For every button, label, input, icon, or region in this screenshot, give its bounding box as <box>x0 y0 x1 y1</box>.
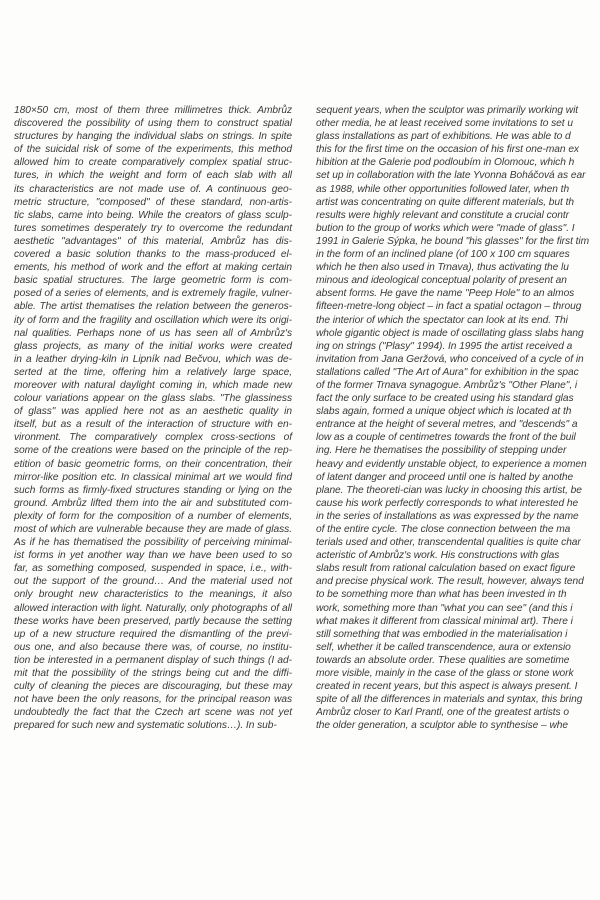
left-column-line: these works have been preserved, partly because the setting <box>14 615 292 627</box>
left-column-line: most of which are vulnerable because they are made of glass. <box>14 524 292 535</box>
left-column-line: undoubtedly the fact that the Czech art scene was not yet <box>14 707 292 719</box>
right-column-line: cause his work perfectly corresponds to what interested he <box>316 497 579 509</box>
left-column-line: its characteristics are not made use of. A continuous geo- <box>14 183 292 195</box>
left-column-line: such forms as firmly-fixed structures standing or lying on the <box>14 484 292 496</box>
right-column-line: slabs result from rational calculation based on exact figure <box>316 563 576 575</box>
left-column-line: tion be interested in a permanent display of such things (I ad- <box>14 654 292 666</box>
left-column-line: structures by hanging the individual slabs on strings. In spite <box>14 131 292 143</box>
left-column-line: culty of cleaning the pieces are discouraging, but these may <box>14 681 292 693</box>
left-column-line: in a leather drying-kiln in Lipník nad Bečvou, which was de- <box>14 353 292 365</box>
left-column-line: tures sometimes desperately try to overcome the redundant <box>14 222 292 234</box>
right-text-column <box>316 104 600 733</box>
right-column-line: minous and ideological conceptual polarity of present an <box>316 275 567 287</box>
right-column-line: terials used and other, transcendental qualities is quite char <box>316 537 581 549</box>
right-column-line: of latent danger and proceed until one is halted by anothe <box>316 471 574 483</box>
left-column-line: mirror-like position etc. In classical minimal art we would find <box>14 471 292 483</box>
left-column-line: aesthetic "advantages" of this material, Ambrůz has dis- <box>14 235 292 247</box>
left-column-line: of the suicidal risk of some of the experiments, this method <box>14 144 292 156</box>
right-column-line: plane. The theoreti-cian was lucky in choosing this artist, be <box>316 484 582 496</box>
left-column-line: tures, in which the weight and form of each slab with all <box>14 170 292 182</box>
right-column-line: Ambrůz closer to Karl Prantl, one of the greatest artists o <box>316 707 569 719</box>
right-column-line: the older generation, a sculptor able to synthesise – whe <box>316 720 568 732</box>
right-column-line: results were highly relevant and constitute a crucial contr <box>316 209 569 221</box>
right-column-line: in the series of installations as was expressed by the name <box>316 510 579 522</box>
left-column-line: some of the creations were based on the principle of the rep- <box>14 445 292 457</box>
left-column-line: prepared for such new and systematic solutions…). In sub- <box>14 720 277 732</box>
left-column-line: glass projects, as many of the initial works were created <box>14 340 292 352</box>
left-column-line: ground. Ambrůz lifted them into the air and substituted com- <box>14 497 292 509</box>
left-column-line: only brought new characteristics to the meanings, it also <box>14 589 292 601</box>
right-column-line: what makes it different from classical minimal art). There i <box>316 615 573 627</box>
left-column-line: metric structure, "composed" of these standard, non-artis- <box>14 196 292 208</box>
right-column-line: still something that was embodied in the materialisation i <box>316 628 568 640</box>
left-column-line: able. The artist thematises the relation between the generos- <box>14 301 292 313</box>
right-column-line: fifteen-metre-long object – in fact a spatial octagon – throug <box>316 301 582 313</box>
left-column-line: ements, his method of work and the effort at making certain <box>14 262 292 274</box>
left-column-line: ous one, and also because there was, of course, no institu- <box>14 641 292 653</box>
right-column-line: as 1988, while other opportunities followed later, when th <box>316 183 570 195</box>
right-column-line: which he then also used in Trnava), thus activating the lu <box>316 262 569 274</box>
left-column-line: up of a new structure required the dismantling of the previ- <box>14 628 292 640</box>
right-column-line: heavy and evidently unstable object, to experience a momen <box>316 458 587 470</box>
right-column-line: of the entire cycle. The close connection between the ma <box>316 524 571 535</box>
right-column-line: created in recent years, but this aspect is always present. I <box>316 681 578 693</box>
right-column-line: spite of all the differences in materials and syntax, this bring <box>316 694 583 706</box>
right-column-line: 1991 in Galerie Sýpka, he bound "his glasses" for the first tim <box>316 235 590 247</box>
right-column-line: set up in collaboration with the late Yvonna Boháčová as ear <box>316 170 586 182</box>
left-column-line: etition of basic geometric forms, on their concentration, their <box>14 458 292 470</box>
right-column-line: low as a couple of centimetres towards the front of the buil <box>316 432 576 444</box>
left-column-line: moreover with natural daylight coming in, which made new <box>14 379 292 391</box>
left-column-line: plexity of form for the composition of a number of elements, <box>14 510 292 522</box>
right-column-line: to be something more than what has been invested in th <box>316 589 567 601</box>
left-column-line: mit that the possibility of the strings being cut and the diffi- <box>14 668 292 680</box>
right-column-line: fact the only surface to be created using his standard glas <box>316 393 574 405</box>
right-column-line: absent forms. He gave the name "Peep Hole" to an almos <box>316 288 575 300</box>
right-column-line: sequent years, when the sculptor was primarily working wit <box>316 105 579 116</box>
left-column-line: serted at the time, offering him a relatively large space, <box>14 366 292 378</box>
right-column-line: invitation from Jana Geržová, who conceived of a cycle of in <box>316 353 584 365</box>
left-column-line: As if he has thematised the possibility of perceiving minimal- <box>14 537 292 549</box>
left-column-line: discovered the possibility of using them to construct spatial <box>14 118 292 130</box>
left-column-line: posed of a series of elements, and is extremely fragile, vulner- <box>14 288 292 300</box>
right-column-line: self, whether it be called transcendence, aura or extensio <box>316 641 571 653</box>
left-column-line: of glass" was applied here not as an aesthetic quality in <box>14 406 292 418</box>
left-column-line: allowed interaction with light. Naturally, only photographs of all <box>14 602 292 614</box>
right-column-line: whole gigantic object is made of oscillating glass slabs hang <box>316 327 584 339</box>
right-column-line: glass installations as part of exhibitions. He was able to d <box>316 131 571 143</box>
right-column-line: acteristic of Ambrůz's work. His constructions with glas <box>316 550 560 562</box>
right-column-line: towards an absolute order. These qualities are sometime <box>316 654 570 666</box>
left-column-line: 180×50 cm, most of them three millimetres thick. Ambrůz <box>14 105 292 116</box>
left-column-line: ity of form and the fragility and oscillation which were its origi- <box>14 314 292 326</box>
right-column-line: of the former Trnava synagogue. Ambrůz's "Other Plane", i <box>316 379 578 391</box>
right-column-line: artist was concentrating on quite different materials, but th <box>316 196 575 208</box>
right-column-line: bution to the group of works which were "made of glass". I <box>316 222 575 234</box>
right-column-line: in the form of an inclined plane (of 100 x 100 cm squares <box>316 249 570 261</box>
right-column-line: entrance at the height of several metres, and "descends" a <box>316 419 578 431</box>
right-column-line: more visible, mainly in the case of the glass or stone work <box>316 668 574 680</box>
left-column-line: vironment. The comparatively complex cross-sections of <box>14 432 292 444</box>
left-column-line: itself, but as a result of the interaction of structure with en- <box>14 419 292 431</box>
left-column-line: not have been the only reasons, for the principal reason was <box>14 694 292 706</box>
left-column-line: colour variations appear on the glass slabs. "The glassiness <box>14 393 292 405</box>
right-column-line: this for the first time on the occasion of his first one-man ex <box>316 144 579 156</box>
right-column-line: other media, he at least received some invitations to set u <box>316 118 573 130</box>
left-column-line: basic spatial structures. The large geometric form is com- <box>14 275 292 287</box>
right-column-line: the interior of which the spectator can look at its end. Thi <box>316 314 568 326</box>
left-column-line: covered a basic solution thanks to the mass-produced el- <box>14 249 292 261</box>
right-column-line: ing on strings ("Plasy" 1994). In 1995 the artist received a <box>316 340 573 352</box>
left-column-line: out the support of the ground… And the material used not <box>14 576 292 588</box>
right-column-line: hibition at the Galerie pod podloubím in Olomouc, which h <box>316 157 575 169</box>
right-column-line: stallations called "The Art of Aura" for exhibition in the spac <box>316 366 579 378</box>
left-column-line: nal qualities. Perhaps none of us has seen all of Ambrůz's <box>14 327 292 339</box>
left-column-line: far, as something composed, suspended in space, i.e., with- <box>14 563 292 575</box>
right-column-line: slabs again, formed a unique object which is located at th <box>316 406 572 418</box>
left-column-line: ist forms in yet another way than we have been used to so <box>14 550 292 562</box>
right-column-line: ing. Here he thematises the possibility of stepping under <box>316 445 567 457</box>
left-column-line: tic slabs, came into being. While the creators of glass sculp- <box>14 209 292 221</box>
left-text-column <box>14 104 292 733</box>
right-column-line: and precise physical work. The result, however, always tend <box>316 576 584 588</box>
left-column-line: allowed him to create comparatively complex spatial struc- <box>14 157 292 169</box>
right-column-line: work, something more than "what you can see" (and this i <box>316 602 573 614</box>
